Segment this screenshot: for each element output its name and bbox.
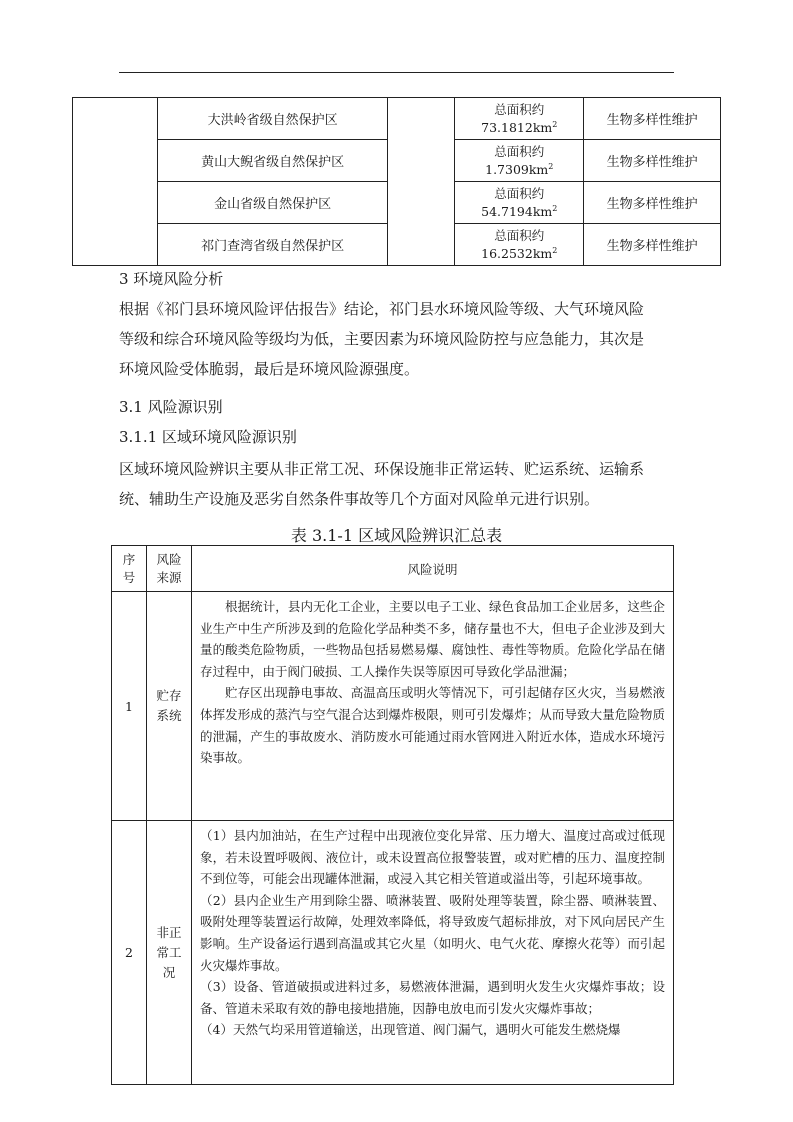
section-heading: 3.1.1 区域环境风险源识别 (119, 428, 297, 446)
row-description (192, 821, 674, 1085)
paragraph-line: 区域环境风险辨识主要从非正常工况、环保设施非正常运转、贮运系统、运输系 (119, 460, 645, 478)
header-rule (119, 72, 674, 73)
header-no (112, 546, 147, 592)
description-paragraph: 贮存区出现静电事故、高温高压或明火等情况下，可引起储存区火灾，当易燃液体挥发形成的蒸汽与空气混合达到爆炸极限，则可引发爆炸；从而导致大量危险物质的泄漏，产生的事故废水、消防废水可能通过雨水管网进入附近水体，造成水环境污染事故。 (200, 685, 665, 766)
table-row (73, 98, 721, 140)
paragraph-line: 根据《祁门县环境风险评估报告》结论，祁门县水环境风险等级、大气环境风险 (119, 300, 645, 318)
description-paragraph: （2）县内企业生产用到除尘器、喷淋装置、吸附处理等装置，除尘器、喷淋装置、吸附处理等装置运行故障，处理效率降低，将导致废气超标排放，对下风向居民产生影响。生产设备运行遇到高温或其它火星（如明火、电气火花、摩擦火花等）而引起火灾爆炸事故。 (200, 892, 665, 973)
table-caption: 表 3.1-1 区域风险辨识汇总表 (290, 526, 503, 545)
area-function: 生物多样性维护 (584, 224, 721, 266)
area-size (455, 98, 584, 140)
area-value: 73.1812km (481, 119, 553, 135)
area-unit-sup: 2 (552, 245, 558, 255)
source-text: 况 (162, 964, 176, 980)
area-size (455, 224, 584, 266)
section-paragraph (119, 454, 675, 514)
area-name: 祁门查湾省级自然保护区 (157, 224, 388, 266)
area-unit-sup: 2 (552, 119, 558, 129)
source-text: 常工 (156, 944, 182, 960)
area-function: 生物多样性维护 (584, 98, 721, 140)
description-paragraph: 根据统计，县内无化工企业，主要以电子工业、绿色食品加工企业居多，这些企业生产中生产所涉及到的危险化学品种类不多，储存量也不大，但电子企业涉及到大量的酸类危险物质，一些物品包括易燃易爆、腐蚀性、毒性等物质。危险化学品在储存过程中，由于阀门破损、工人操作失误等原因可导致化学品泄漏； (200, 599, 665, 679)
section-heading: 3.1 风险源识别 (119, 398, 223, 416)
source-text: 非正 (156, 924, 182, 940)
area-value: 1.7309km (485, 161, 549, 177)
area-size (455, 182, 584, 224)
paragraph-line: 等级和综合环境风险等级均为低，主要因素为环境风险防控与应急能力，其次是 (119, 330, 645, 348)
paragraph-line: 统、辅助生产设施及恶劣自然条件事故等几个方面对风险单元进行识别。 (119, 490, 600, 508)
risk-table (111, 545, 674, 1085)
empty-cell (388, 98, 455, 266)
header-text: 序 (122, 551, 136, 567)
area-value: 16.2532km (481, 245, 553, 261)
source-text: 贮存 (156, 688, 182, 703)
area-value: 54.7194km (481, 203, 553, 219)
row-number: 2 (112, 821, 147, 1085)
area-name: 黄山大鲵省级自然保护区 (157, 140, 388, 182)
area-label: 总面积约 (494, 101, 545, 117)
header-text: 号 (122, 569, 136, 585)
area-label: 总面积约 (494, 185, 545, 201)
header-desc: 风险说明 (192, 546, 674, 592)
row-source (147, 821, 192, 1085)
table-row (112, 592, 674, 821)
area-size (455, 140, 584, 182)
empty-cell (73, 98, 158, 266)
paragraph-line: 环境风险受体脆弱，最后是环境风险源强度。 (119, 360, 420, 378)
header-source (147, 546, 192, 592)
area-function: 生物多样性维护 (584, 182, 721, 224)
section-paragraph (119, 294, 675, 384)
header-text: 风险 (156, 551, 182, 567)
description-paragraph: （4）天然气均采用管道输送，出现管道、阀门漏气，遇明火可能发生燃烧爆 (200, 1022, 621, 1038)
row-description (192, 592, 674, 821)
table-row (112, 821, 674, 1085)
description-paragraph: （3）设备、管道破损或进料过多，易燃液体泄漏，遇到明火发生火灾爆炸事故；设备、管道未采取有效的静电接地措施，因静电放电而引发火灾爆炸事故； (200, 979, 665, 1016)
row-source (147, 592, 192, 821)
area-function: 生物多样性维护 (584, 140, 721, 182)
table-header-row (112, 546, 674, 592)
section-heading: 3 环境风险分析 (119, 270, 224, 288)
area-name: 金山省级自然保护区 (157, 182, 388, 224)
header-text: 来源 (156, 569, 182, 585)
source-text: 系统 (156, 708, 182, 723)
description-paragraph: （1）县内加油站，在生产过程中出现液位变化异常、压力增大、温度过高或过低现象，若未设置呼吸阀、液位计，或未设置高位报警装置，或对贮槽的压力、温度控制不到位等，可能会出现罐体泄漏，或浸入其它相关管道或溢出等，引起环境事故。 (200, 828, 665, 887)
area-label: 总面积约 (494, 143, 545, 159)
area-unit-sup: 2 (552, 203, 558, 213)
area-unit-sup: 2 (548, 161, 554, 171)
area-name: 大洪岭省级自然保护区 (157, 98, 388, 140)
row-number: 1 (112, 592, 147, 821)
area-label: 总面积约 (494, 227, 545, 243)
protected-areas-table (72, 97, 721, 266)
